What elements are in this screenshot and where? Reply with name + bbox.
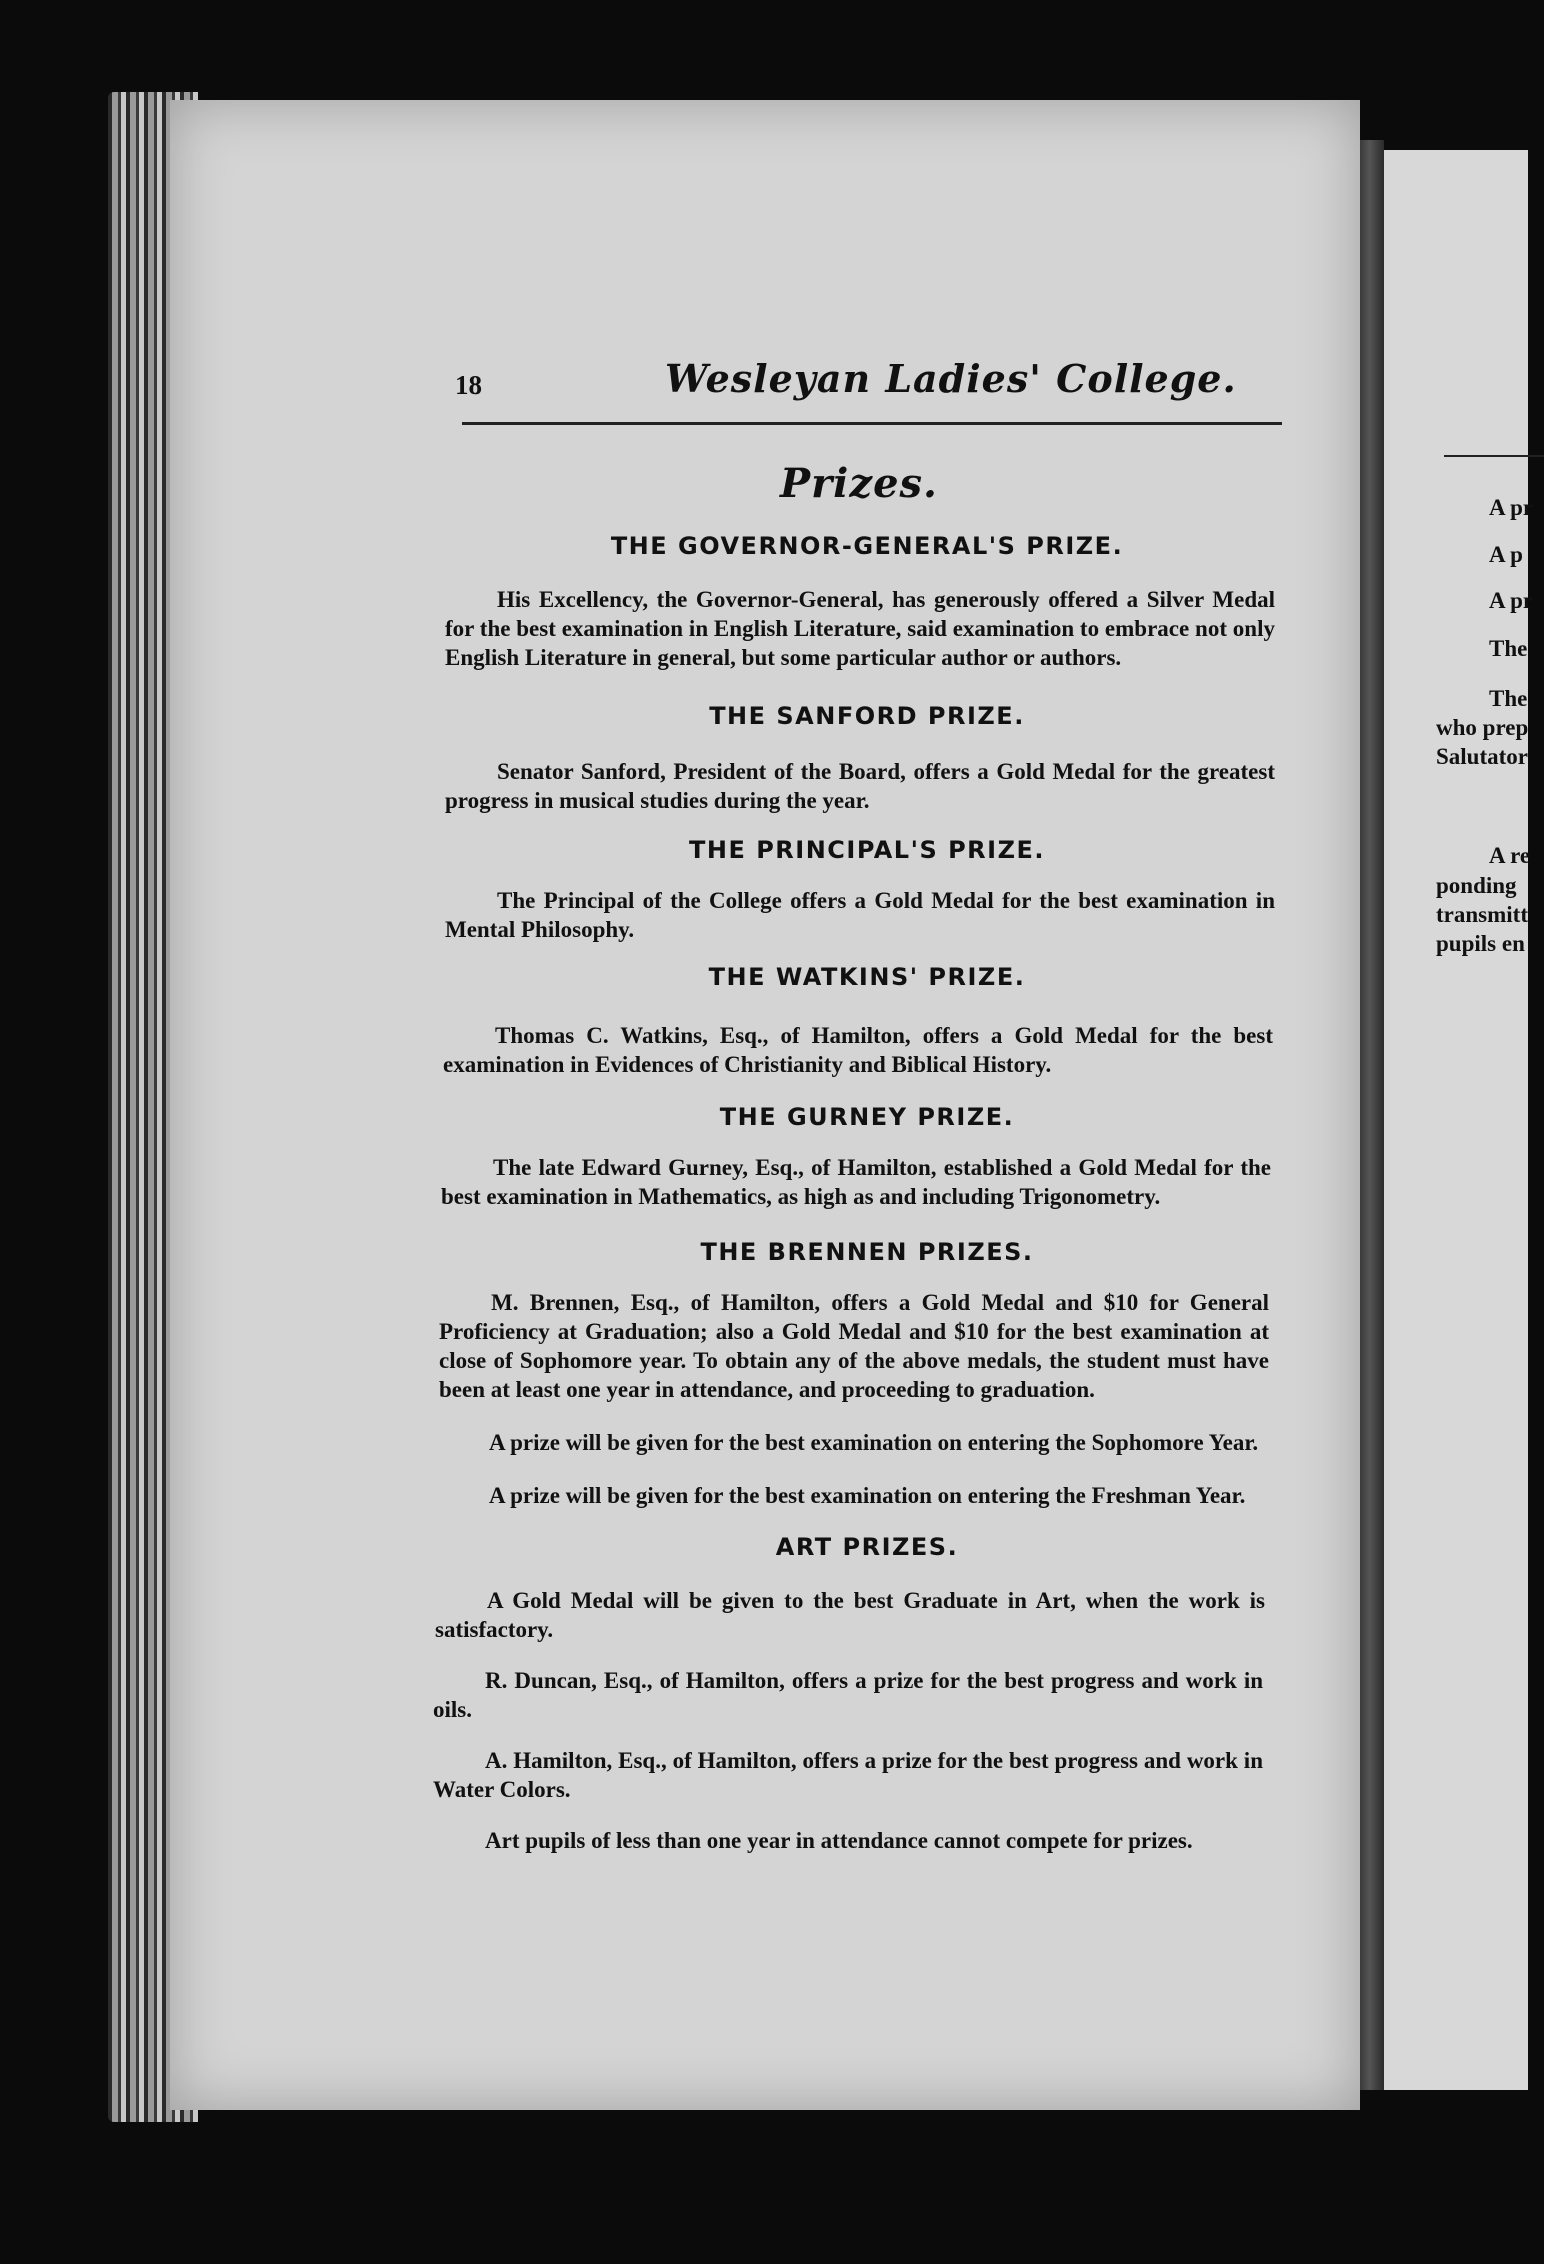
paragraph: R. Duncan, Esq., of Hamilton, offers a prize for the best progress and work in oils.	[433, 1668, 1263, 1722]
facing-page	[1384, 150, 1534, 2090]
paragraph: A. Hamilton, Esq., of Hamilton, offers a prize for the best progress and work in Water Colors.	[433, 1748, 1263, 1802]
section-heading: THE GURNEY PRIZE.	[719, 1103, 1015, 1131]
section-heading: THE WATKINS' PRIZE.	[708, 963, 1026, 991]
facing-line: transmitt	[1436, 902, 1528, 927]
facing-line: ponding	[1436, 873, 1517, 898]
facing-line: The	[1489, 686, 1528, 711]
paragraph: The Principal of the College offers a Gold Medal for the best examination in Mental Philosophy.	[445, 888, 1275, 942]
paragraph: Art pupils of less than one year in attendance cannot compete for prizes.	[485, 1828, 1193, 1853]
facing-line: Salutator	[1436, 744, 1528, 769]
paragraph: A prize will be given for the best examination on entering the Sophomore Year.	[489, 1430, 1259, 1455]
running-title: Wesleyan Ladies' College.	[665, 356, 1237, 401]
facing-line: A pr	[1489, 588, 1534, 613]
section-heading: ART PRIZES.	[775, 1533, 959, 1561]
paragraph: His Excellency, the Governor-General, has generously offered a Silver Medal for the best examination in English Literature, said examination to embrace not only English Literature in general, but some particular author or authors.	[445, 587, 1275, 670]
section-heading: THE PRINCIPAL'S PRIZE.	[689, 836, 1045, 864]
facing-line: pupils en	[1436, 931, 1525, 956]
section-heading: THE BRENNEN PRIZES.	[700, 1238, 1034, 1266]
book-gutter	[1360, 140, 1384, 2090]
paragraph: Thomas C. Watkins, Esq., of Hamilton, offers a Gold Medal for the best examination in Evidences of Christianity and Biblical History.	[443, 1023, 1273, 1077]
page-number: 18	[455, 370, 482, 400]
header-rule	[462, 422, 1282, 425]
page-header	[455, 350, 1285, 410]
paragraph: Senator Sanford, President of the Board, offers a Gold Medal for the greatest progress in musical studies during the year.	[445, 759, 1275, 813]
facing-line: A p	[1489, 542, 1523, 567]
facing-line: who prep	[1436, 715, 1529, 740]
section-heading: THE GOVERNOR-GENERAL'S PRIZE.	[610, 532, 1124, 560]
facing-line: The	[1489, 636, 1528, 661]
page-title: Prizes.	[780, 460, 938, 507]
facing-line: A pr	[1489, 495, 1534, 520]
facing-line: A re	[1489, 843, 1531, 868]
section-heading: THE SANFORD PRIZE.	[709, 702, 1025, 730]
facing-header-rule	[1444, 455, 1544, 457]
paragraph: The late Edward Gurney, Esq., of Hamilton, established a Gold Medal for the best examination in Mathematics, as high as and including Trigonometry.	[441, 1155, 1271, 1209]
paragraph: A Gold Medal will be given to the best Graduate in Art, when the work is satisfactory.	[435, 1588, 1265, 1642]
paragraph: A prize will be given for the best examination on entering the Freshman Year.	[489, 1483, 1246, 1508]
paragraph: M. Brennen, Esq., of Hamilton, offers a Gold Medal and $10 for General Proficiency at Graduation; also a Gold Medal and $10 for the best examination at close of Sophomore year. To obtain any of the above medals, the student must have been at least one year in attendance, and proceeding to graduation.	[439, 1290, 1269, 1402]
